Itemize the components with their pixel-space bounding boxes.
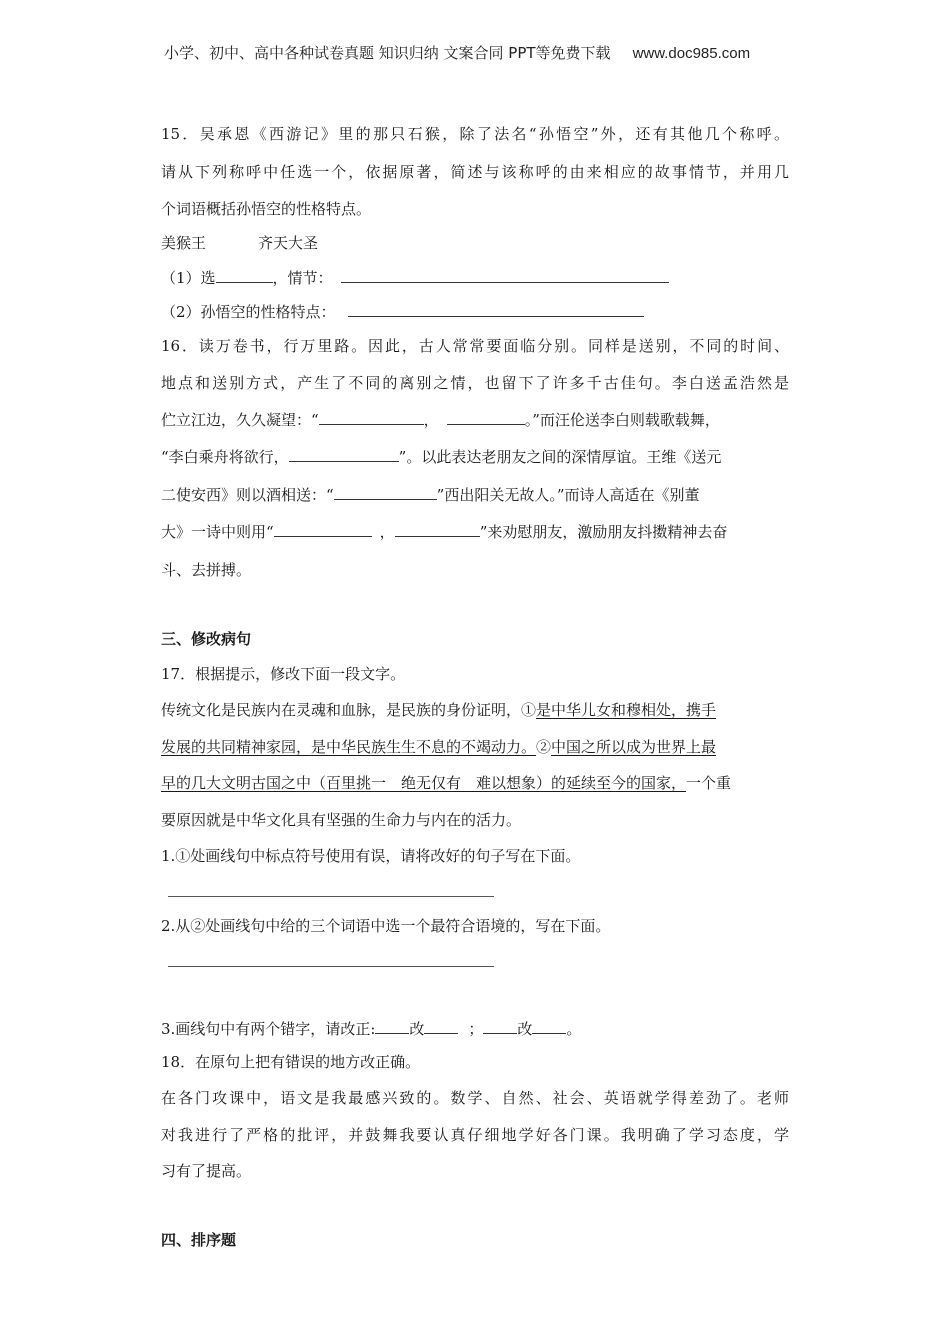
q15-sub2 xyxy=(161,302,644,322)
q15-sub2-label: （2）孙悟空的性格特点： xyxy=(161,303,336,321)
q16-line6-comma: ， xyxy=(379,523,395,541)
q17-marker-2: ② xyxy=(536,738,552,756)
q16-blank-2[interactable] xyxy=(447,410,525,425)
q17-para-text-1a: 传统文化是民族内在灵魂和血脉，是民族的身份证明，① xyxy=(161,701,537,719)
q16-blank-1[interactable] xyxy=(319,410,424,425)
q16-line3 xyxy=(161,410,720,430)
q16-line5-text-a: 二使安西》则以酒相送：“ xyxy=(161,486,334,504)
q15-option-monkey-king: 美猴王 xyxy=(161,234,207,252)
q16-blank-5[interactable] xyxy=(274,522,372,537)
q15-traits-blank[interactable] xyxy=(348,302,644,317)
q15-sub1-label: （1）选 xyxy=(161,269,216,287)
q17-sub3-label: 3.画线句中有两个错字，请改正: xyxy=(161,1020,376,1038)
q16-blank-6[interactable] xyxy=(395,522,480,537)
q15-plot-blank[interactable] xyxy=(341,268,669,283)
q17-para-line3 xyxy=(161,773,731,793)
q15-choice-blank[interactable] xyxy=(216,268,273,283)
q17-sub1: 1.①处画线句中标点符号使用有误，请将改好的句子写在下面。 xyxy=(161,847,581,865)
q15-sub1-plot-label: ，情节： xyxy=(272,269,333,287)
header-text: 小学、初中、高中各种试卷真题 知识归纳 文案合同 PPT等免费下载 xyxy=(164,44,611,62)
q17-sub1-answer-line[interactable] xyxy=(168,896,494,897)
q16-blank-4[interactable] xyxy=(334,485,437,500)
q17-para-line1 xyxy=(161,700,716,720)
q16-line1: 16．读万卷书，行万里路。因此，古人常常要面临分别。同样是送别，不同的时间、 xyxy=(161,337,789,355)
q15-options xyxy=(161,233,318,253)
q16-line5-text-b: ”西出阳关无故人。”而诗人高适在《别董 xyxy=(436,486,700,504)
q17-sub2: 2.从②处画线句中给的三个词语中选一个最符合语境的，写在下面。 xyxy=(161,917,611,935)
q18-line1: 18．在原句上把有错误的地方改正确。 xyxy=(161,1053,421,1071)
q18-line2: 在各门攻课中，语文是我最感兴致的。数学、自然、社会、英语就学得差劲了。老师 xyxy=(161,1089,789,1107)
q18-line4: 习有了提高。 xyxy=(161,1162,252,1180)
q17-underlined-1a: 是中华儿女和穆相处，携手 xyxy=(536,701,717,719)
q17-semicolon: ； xyxy=(468,1020,484,1038)
q17-sub3 xyxy=(161,1019,581,1039)
q15-option-great-sage: 齐天大圣 xyxy=(258,234,319,252)
q16-line6-text-c: ”来劝慰朋友，激励朋友抖擞精神去奋 xyxy=(479,523,728,541)
q17-change-label-1: 改 xyxy=(409,1020,425,1038)
q17-para-line2 xyxy=(161,737,716,757)
q17-underlined-2b: 早的几大文明古国之中（百里挑一 绝无仅有 难以想象）的延续至今的国家， xyxy=(161,774,687,792)
q16-line7: 斗、去拼搏。 xyxy=(161,561,252,579)
q16-line4-text-b: ”。以此表达老朋友之间的深情厚谊。王维《送元 xyxy=(398,448,722,466)
q16-line2: 地点和送别方式，产生了不同的离别之情，也留下了许多千古佳句。李白送孟浩然是 xyxy=(161,374,789,392)
q16-line3-text-c: 。”而汪伦送李白则载歌载舞， xyxy=(524,411,720,429)
q15-line3: 个词语概括孙悟空的性格特点。 xyxy=(161,200,372,218)
q17-period: 。 xyxy=(566,1020,582,1038)
q15-line2: 请从下列称呼中任选一个，依据原著，简述与该称呼的由来相应的故事情节，并用几 xyxy=(161,163,789,181)
q17-underlined-1b: 发展的共同精神家园，是中华民族生生不息的不竭动力。 xyxy=(161,738,537,756)
q17-wrong-char-2[interactable] xyxy=(483,1019,517,1034)
section-3-title: 三、修改病句 xyxy=(161,630,252,648)
q17-correct-char-1[interactable] xyxy=(424,1019,458,1034)
q16-line4 xyxy=(161,447,721,467)
section-4-title: 四、排序题 xyxy=(161,1231,237,1249)
q17-wrong-char-1[interactable] xyxy=(375,1019,409,1034)
q17-para-line4: 要原因就是中华文化具有坚强的生命力与内在的活力。 xyxy=(161,811,522,829)
q16-line3-text-a: 伫立江边，久久凝望：“ xyxy=(161,411,319,429)
q16-line5 xyxy=(161,485,700,505)
header-site[interactable]: www.doc985.com xyxy=(632,45,751,62)
q17-sub2-answer-line[interactable] xyxy=(168,966,494,967)
q17-para-text-3b: 一个重 xyxy=(686,774,732,792)
q17-underlined-2a: 中国之所以成为世界上最 xyxy=(551,738,717,756)
q17-line1: 17．根据提示，修改下面一段文字。 xyxy=(161,665,406,683)
page-header xyxy=(164,42,750,63)
q18-line3: 对我进行了严格的批评，并鼓舞我要认真仔细地学好各门课。我明确了学习态度，学 xyxy=(161,1126,789,1144)
q15-sub1 xyxy=(161,268,669,288)
q15-line1: 15．吴承恩《西游记》里的那只石猴，除了法名“孙悟空”外，还有其他几个称呼。 xyxy=(161,125,789,143)
q17-change-label-2: 改 xyxy=(517,1020,533,1038)
q16-line4-text-a: “李白乘舟将欲行， xyxy=(161,448,289,466)
q16-line6-text-a: 大》一诗中则用“ xyxy=(161,523,274,541)
q16-blank-3[interactable] xyxy=(289,447,399,462)
q16-line3-comma: ， xyxy=(423,411,439,429)
q16-line6 xyxy=(161,522,727,542)
q17-correct-char-2[interactable] xyxy=(532,1019,566,1034)
